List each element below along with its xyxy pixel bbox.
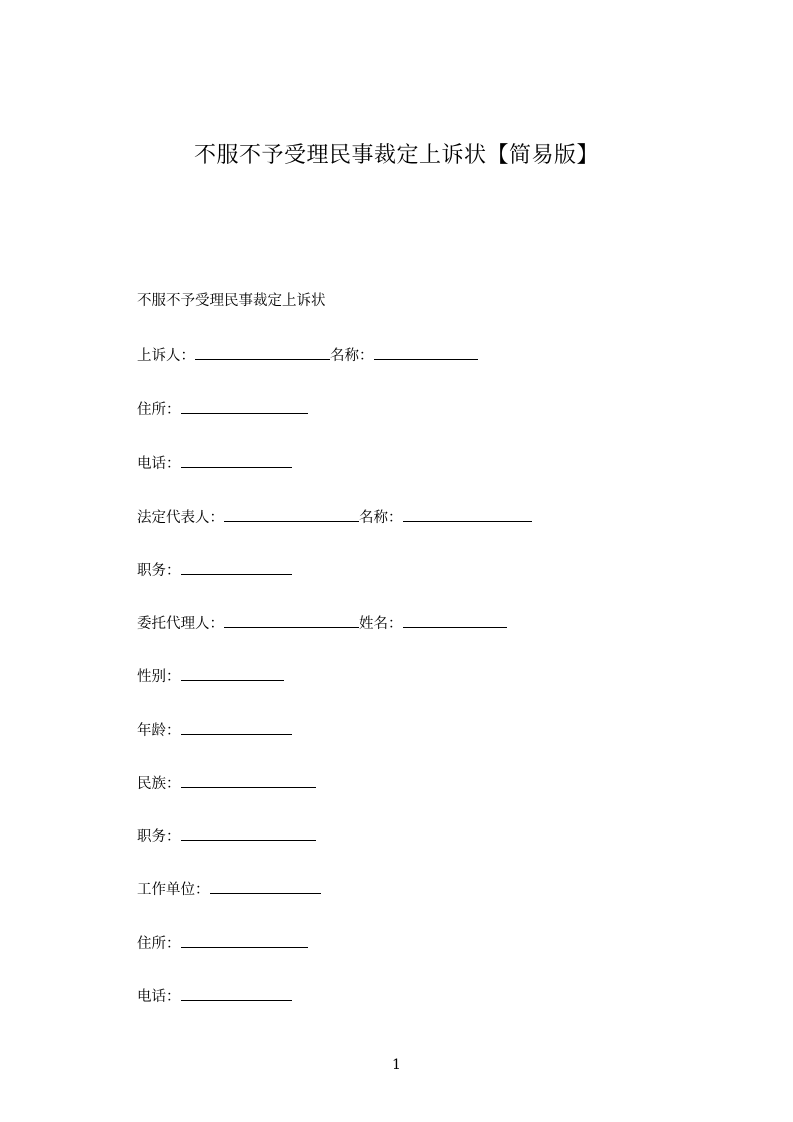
age-row <box>137 718 292 742</box>
agent-label: 委托代理人： <box>137 616 224 632</box>
appellant-blank[interactable] <box>195 343 330 360</box>
legal-rep-label: 法定代表人： <box>137 510 224 526</box>
agent-position-blank[interactable] <box>181 824 316 841</box>
appellant-name-label: 名称： <box>330 348 374 364</box>
appellant-row <box>137 343 478 367</box>
agent-position-row <box>137 824 316 848</box>
workplace-row <box>137 877 321 901</box>
agent-phone-label: 电话： <box>137 989 181 1005</box>
phone-blank[interactable] <box>181 451 292 468</box>
agent-blank[interactable] <box>224 611 359 628</box>
agent-row <box>137 611 507 635</box>
address-blank[interactable] <box>181 397 308 414</box>
appellant-label: 上诉人： <box>137 348 195 364</box>
position-row <box>137 558 292 582</box>
ethnicity-blank[interactable] <box>181 771 316 788</box>
legal-rep-row <box>137 505 532 529</box>
agent-address-label: 住所： <box>137 936 181 952</box>
legal-rep-name-blank[interactable] <box>403 505 532 522</box>
address-label: 住所： <box>137 402 181 418</box>
gender-label: 性别： <box>137 669 181 685</box>
document-subtitle: 不服不予受理民事裁定上诉状 <box>137 293 326 309</box>
page-number: 1 <box>392 1057 401 1073</box>
gender-blank[interactable] <box>181 664 284 681</box>
workplace-label: 工作单位： <box>137 882 210 898</box>
ethnicity-row <box>137 771 316 795</box>
agent-phone-blank[interactable] <box>181 984 292 1001</box>
position-blank[interactable] <box>181 558 292 575</box>
legal-rep-name-label: 名称： <box>359 510 403 526</box>
agent-address-row <box>137 931 308 955</box>
legal-rep-blank[interactable] <box>224 505 359 522</box>
position-label: 职务： <box>137 563 181 579</box>
phone-row <box>137 451 292 475</box>
age-label: 年龄： <box>137 723 181 739</box>
agent-phone-row <box>137 984 292 1008</box>
appellant-name-blank[interactable] <box>374 343 478 360</box>
workplace-blank[interactable] <box>210 877 321 894</box>
ethnicity-label: 民族： <box>137 776 181 792</box>
document-title: 不服不予受理民事裁定上诉状【简易版】 <box>193 143 599 168</box>
agent-address-blank[interactable] <box>181 931 308 948</box>
age-blank[interactable] <box>181 718 292 735</box>
agent-name-blank[interactable] <box>403 611 507 628</box>
gender-row <box>137 664 284 688</box>
address-row <box>137 397 308 421</box>
phone-label: 电话： <box>137 456 181 472</box>
agent-position-label: 职务： <box>137 829 181 845</box>
agent-name-label: 姓名： <box>359 616 403 632</box>
